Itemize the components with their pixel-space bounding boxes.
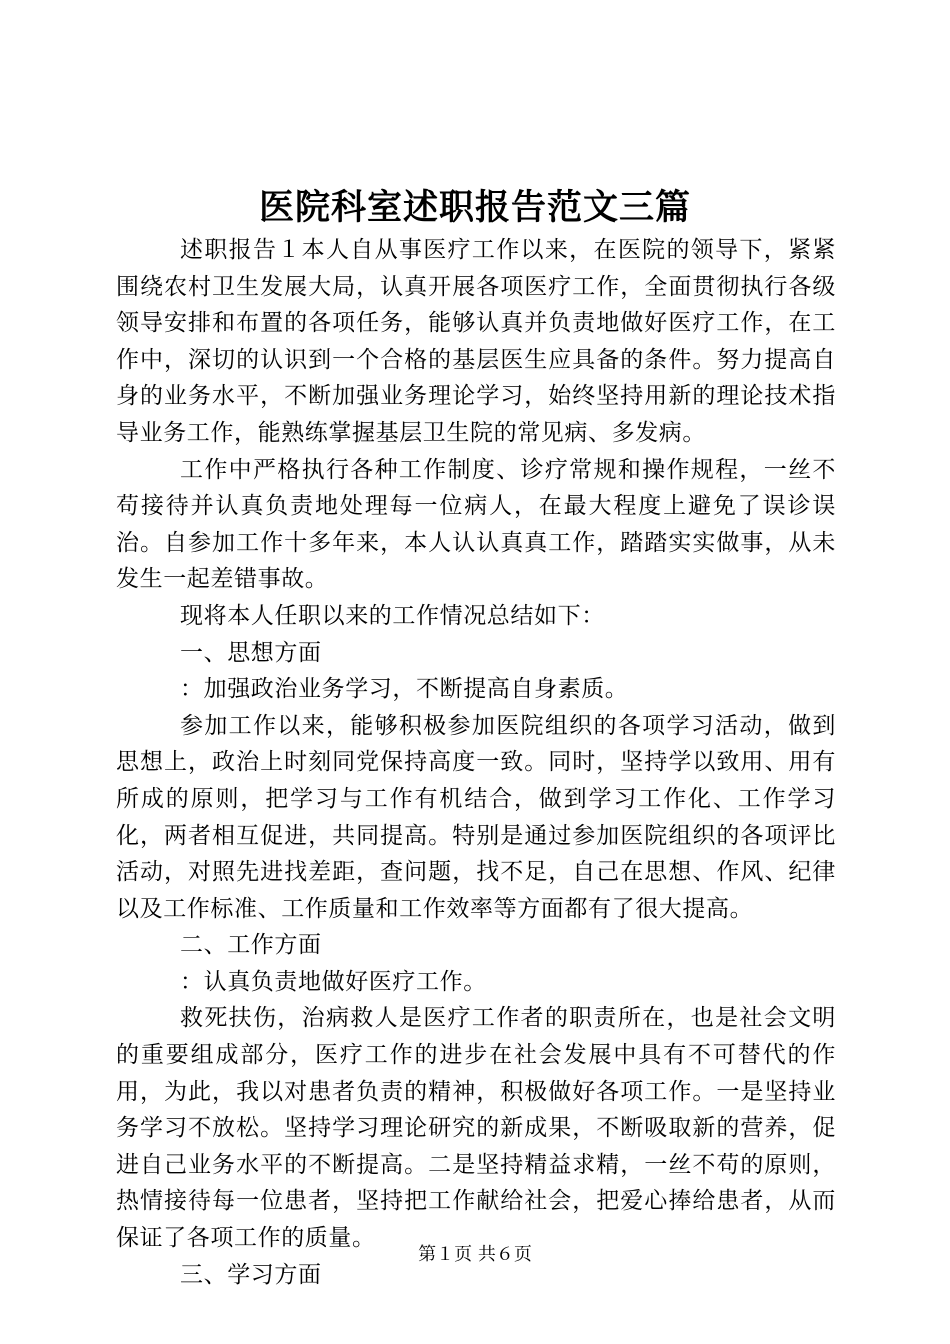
section-heading-work: 二、工作方面: [180, 932, 322, 959]
section-subheading-thought: ：加强政治业务学习，不断提高自身素质。: [180, 676, 629, 703]
paragraph-work-rules: 工作中严格执行各种工作制度、诊疗常规和操作规程，一丝不苟接待并认真负责地处理每一位病人，在最大程度上避免了误诊误治。自参加工作十多年来，本人认认真真工作，踏踏实实做事，从未发生一起差错事故。: [116, 456, 836, 593]
paragraph-thought: 参加工作以来，能够积极参加医院组织的各项学习活动，做到思想上，政治上时刻同党保持高度一致。同时，坚持学以致用、用有所成的原则，把学习与工作有机结合，做到学习工作化、工作学习化，两者相互促进，共同提高。特别是通过参加医院组织的各项评比活动，对照先进找差距，查问题，找不足，自己在思想、作风、纪律以及工作标准、工作质量和工作效率等方面都有了很大提高。: [116, 712, 836, 922]
document-body: [116, 232, 836, 1293]
paragraph-summary-lead: 现将本人任职以来的工作情况总结如下：: [180, 602, 605, 629]
page-footer: 第１页 共６页: [418, 1244, 532, 1265]
paragraph-work: 救死扶伤，治病救人是医疗工作者的职责所在，也是社会文明的重要组成部分，医疗工作的进步在社会发展中具有不可替代的作用，为此，我以对患者负责的精神，积极做好各项工作。一是坚持业务学习不放松。坚持学习理论研究的新成果，不断吸取新的营养，促进自己业务水平的不断提高。二是坚持精益求精，一丝不苟的原则，热情接待每一位患者，坚持把工作献给社会，把爱心捧给患者，从而保证了各项工作的质量。: [116, 1005, 836, 1252]
document-title: 医院科室述职报告范文三篇: [258, 187, 691, 228]
section-heading-study: 三、学习方面: [180, 1261, 322, 1288]
section-heading-thought: 一、思想方面: [180, 639, 322, 666]
paragraph-intro: 述职报告１本人自从事医疗工作以来，在医院的领导下，紧紧围绕农村卫生发展大局，认真开展各项医疗工作，全面贯彻执行各级领导安排和布置的各项任务，能够认真并负责地做好医疗工作，在工作中，深切的认识到一个合格的基层医生应具备的条件。努力提高自身的业务水平，不断加强业务理论学习，始终坚持用新的理论技术指导业务工作，能熟练掌握基层卫生院的常见病、多发病。: [116, 237, 836, 446]
section-subheading-work: ：认真负责地做好医疗工作。: [180, 968, 487, 995]
